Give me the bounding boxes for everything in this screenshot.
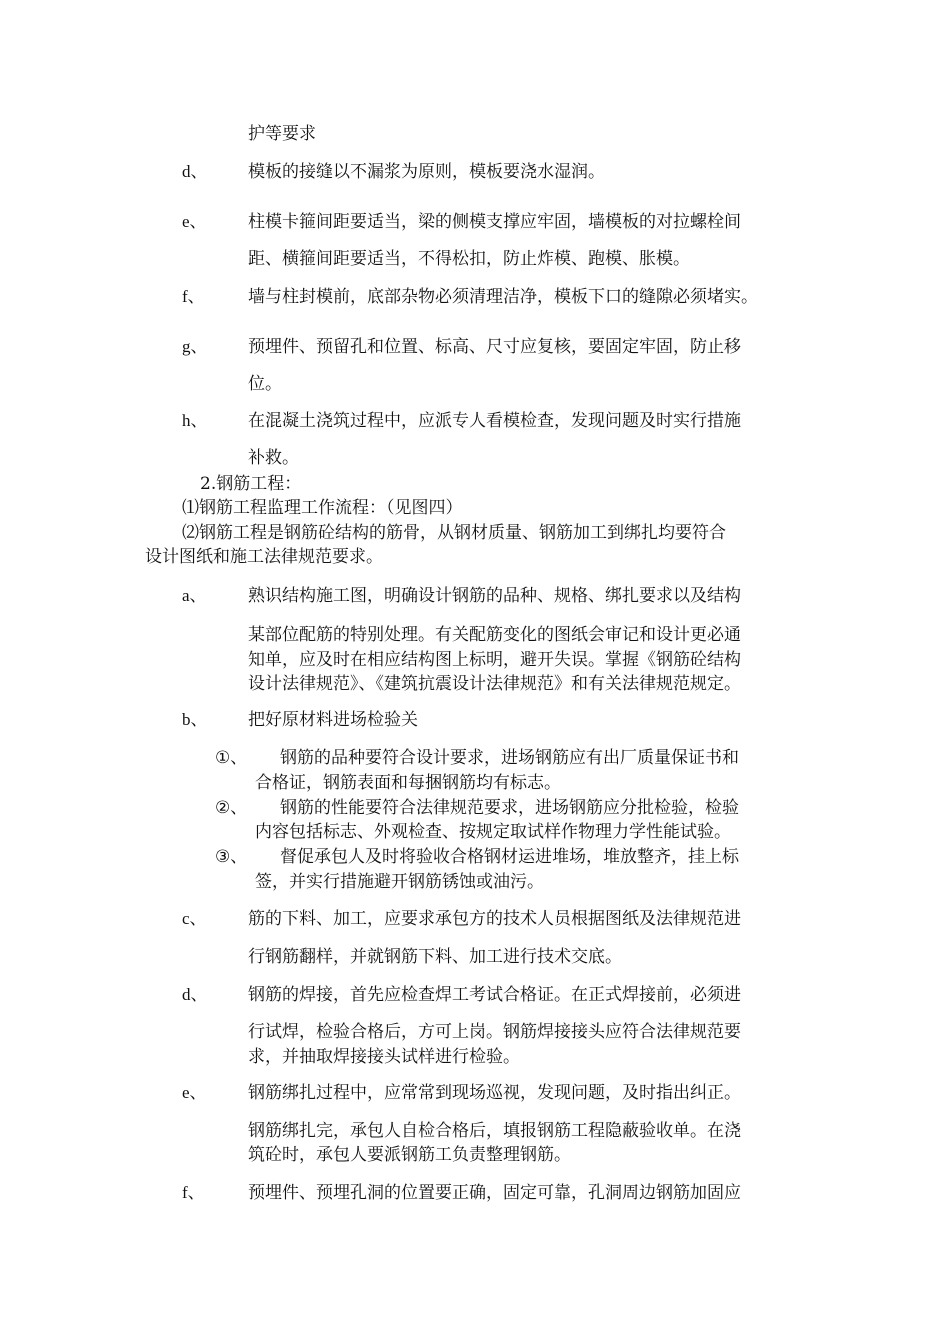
text-line: 把好原材料进场检验关 [248,710,418,730]
text-line: 求，并抽取焊接接头试样进行检验。 [248,1047,520,1067]
text-line: 设计法律规范》、《建筑抗震设计法律规范》和有关法律规范规定。 [248,674,741,694]
text-line: 某部位配筋的特别处理。有关配筋变化的图纸会审记和设计更必通 [248,625,741,645]
text-line: 钢筋绑扎过程中，应常常到现场巡视，发现问题，及时指出纠正。 [248,1083,741,1103]
text-line: 钢筋的品种要符合设计要求，进场钢筋应有出厂质量保证书和 [280,748,739,768]
list-marker: e、 [182,212,207,231]
text-line: ⑵钢筋工程是钢筋砼结构的筋骨，从钢材质量、钢筋加工到绑扎均要符合 [182,523,726,543]
text-line: 签，并实行措施避开钢筋锈蚀或油污。 [255,872,544,892]
list-marker: e、 [182,1083,207,1102]
text-line: 墙与柱封模前，底部杂物必须清理洁净，模板下口的缝隙必须堵实。 [248,287,758,307]
text-line: 熟识结构施工图，明确设计钢筋的品种、规格、绑扎要求以及结构 [248,586,741,606]
sub-list-marker: ③、 [215,847,248,866]
text-line: ⑴钢筋工程监理工作流程：（见图四） [182,498,463,518]
text-line: 钢筋的焊接，首先应检查焊工考试合格证。在正式焊接前，必须进 [248,985,741,1005]
text-line: 预埋件、预留孔和位置、标高、尺寸应复核，要固定牢固，防止移 [248,337,741,357]
text-line: 护等要求 [248,124,316,144]
text-line: 行钢筋翻样，并就钢筋下料、加工进行技术交底。 [248,947,622,967]
text-line: 在混凝土浇筑过程中，应派专人看模检查，发现问题及时实行措施 [248,411,741,431]
text-line: 柱模卡箍间距要适当，梁的侧模支撑应牢固，墙模板的对拉螺栓间 [248,212,741,232]
text-line: 督促承包人及时将验收合格钢材运进堆场，堆放整齐，挂上标 [280,847,739,867]
section-heading: 2.钢筋工程： [200,474,302,494]
text-line: 位。 [248,374,282,394]
text-line: 模板的接缝以不漏浆为原则，模板要浇水湿润。 [248,162,605,182]
list-marker: h、 [182,411,208,430]
list-marker: a、 [182,586,207,605]
text-line: 内容包括标志、外观检查、按规定取试样作物理力学性能试验。 [255,822,731,842]
list-marker: f、 [182,1183,205,1202]
list-marker: f、 [182,287,205,306]
text-line: 距、横箍间距要适当，不得松扣，防止炸模、跑模、胀模。 [248,249,690,269]
sub-list-marker: ①、 [215,748,248,767]
list-marker: d、 [182,162,208,181]
sub-list-marker: ②、 [215,798,248,817]
text-line: 行试焊，检验合格后，方可上岗。钢筋焊接接头应符合法律规范要 [248,1022,741,1042]
text-line: 补救。 [248,448,299,468]
text-line: 预埋件、预埋孔洞的位置要正确，固定可靠，孔洞周边钢筋加固应 [248,1183,741,1203]
list-marker: g、 [182,337,208,356]
text-line: 筋的下料、加工，应要求承包方的技术人员根据图纸及法律规范进 [248,909,741,929]
list-marker: b、 [182,710,208,729]
text-line: 筑砼时，承包人要派钢筋工负责整理钢筋。 [248,1145,571,1165]
list-marker: d、 [182,985,208,1004]
text-line: 合格证，钢筋表面和每捆钢筋均有标志。 [255,773,561,793]
text-line: 知单，应及时在相应结构图上标明，避开失误。掌握《钢筋砼结构 [248,650,741,670]
list-marker: c、 [182,909,207,928]
text-line: 设计图纸和施工法律规范要求。 [145,547,383,567]
text-line: 钢筋绑扎完，承包人自检合格后，填报钢筋工程隐蔽验收单。在浇 [248,1121,741,1141]
text-line: 钢筋的性能要符合法律规范要求，进场钢筋应分批检验，检验 [280,798,739,818]
